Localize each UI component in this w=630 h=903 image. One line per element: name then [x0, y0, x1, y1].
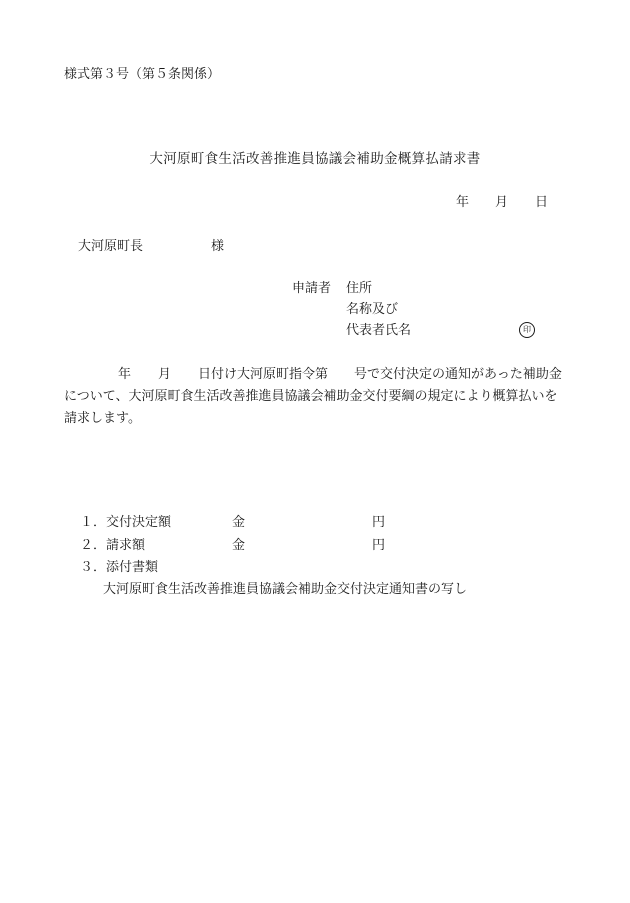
applicant-label: 申請者 [292, 281, 332, 296]
item-grant-amount-label: １．交付決定額 [80, 515, 172, 530]
body-notice-ref: 号で交付決定の通知があった補助金 [354, 367, 562, 382]
item-request-amount-yen: 円 [372, 538, 386, 553]
body-date-ref: 日付け大河原町指令第 [198, 367, 329, 382]
document-title: 大河原町食生活改善推進員協議会補助金概算払請求書 [149, 151, 481, 167]
item-grant-amount-gold: 金 [232, 515, 246, 530]
item-request-amount-gold: 金 [232, 538, 246, 553]
applicant-representative-label: 代表者氏名 [346, 323, 412, 338]
applicant-name-label: 名称及び [346, 302, 399, 317]
date-year-label: 年 [456, 195, 470, 210]
body-line-1 [64, 364, 580, 386]
item-request-amount-label: ２．請求額 [80, 538, 146, 553]
item-attachments-detail: 大河原町食生活改善推進員協議会補助金交付決定通知書の写し [103, 582, 468, 597]
form-number: 様式第３号（第５条関係） [64, 67, 221, 82]
body-month: 月 [158, 367, 172, 382]
date-day-label: 日 [535, 195, 549, 210]
item-grant-amount-yen: 円 [372, 515, 386, 530]
item-attachments-label: ３．添付書類 [80, 560, 159, 575]
addressee-honorific: 様 [211, 239, 225, 254]
body-year: 年 [118, 367, 132, 382]
body-line-3: 請求します。 [64, 411, 141, 426]
seal-mark: 印 [519, 322, 535, 338]
body-paragraph [64, 364, 580, 430]
date-month-label: 月 [495, 195, 509, 210]
addressee-name: 大河原町長 [78, 239, 144, 254]
body-line-2: について、大河原町食生活改善推進員協議会補助金交付要綱の規定により概算払いを [64, 389, 558, 404]
applicant-address-label: 住所 [346, 281, 373, 296]
